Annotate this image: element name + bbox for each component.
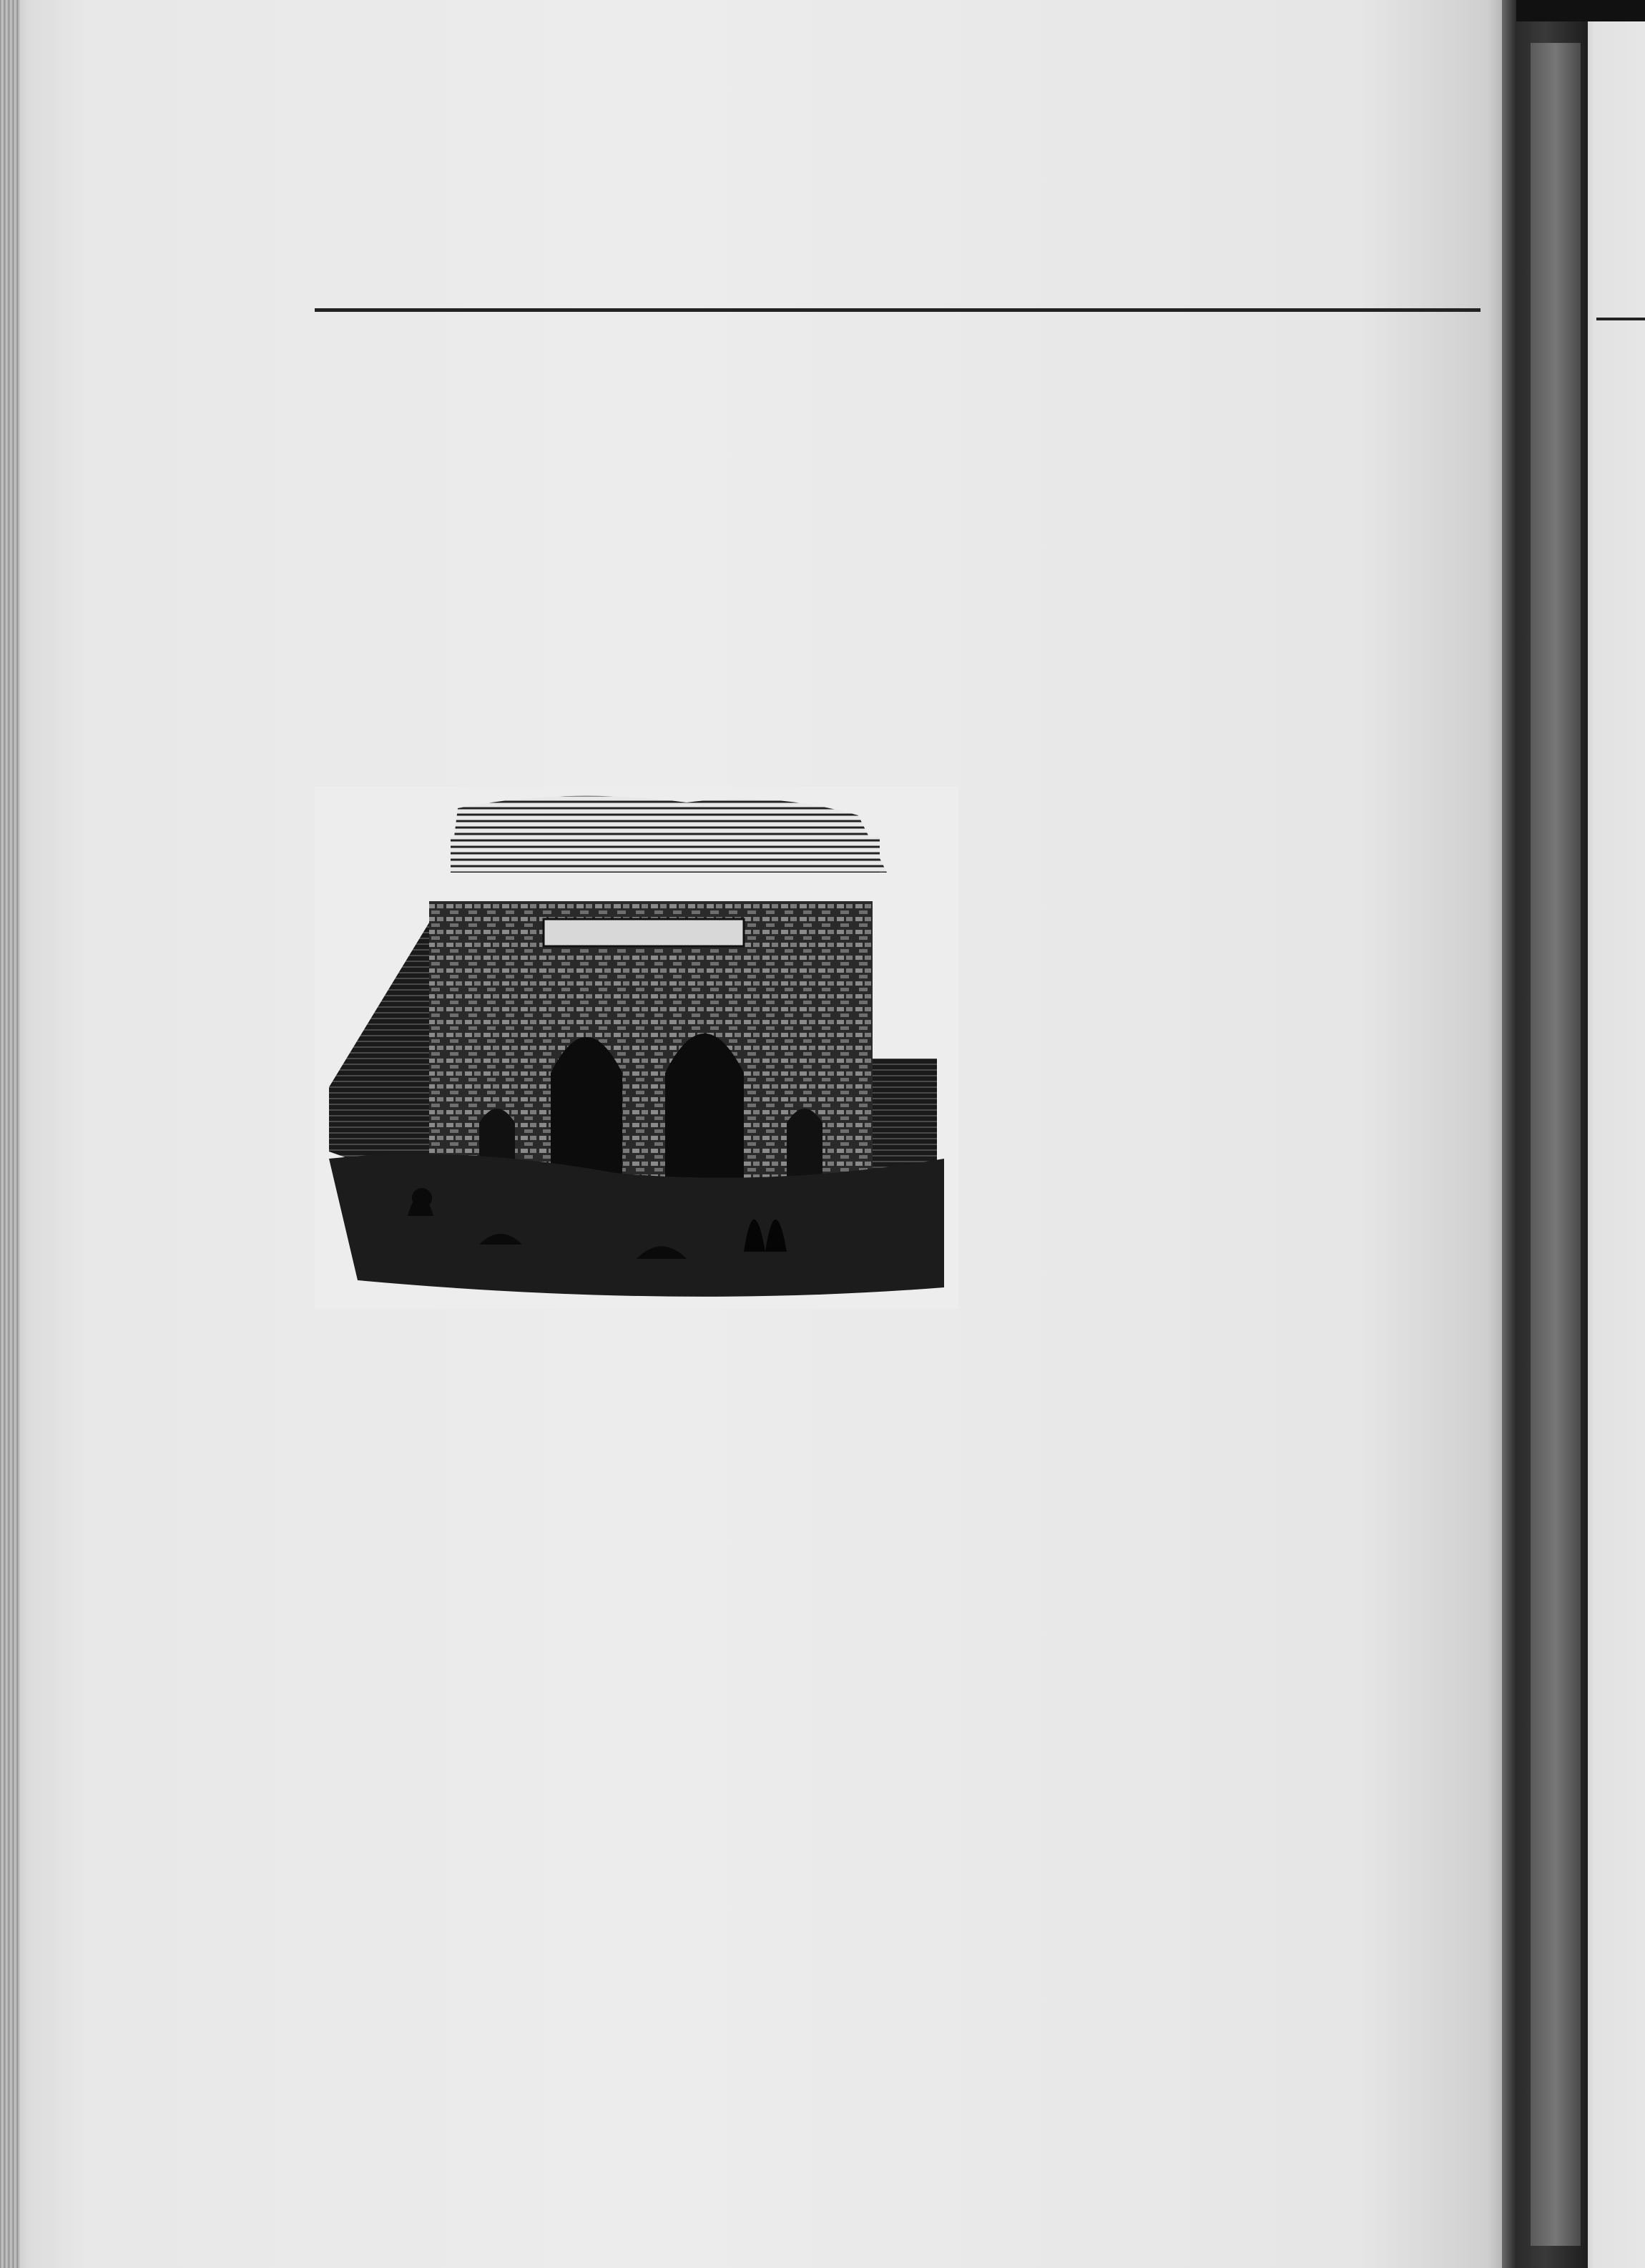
gate-engraving: [315, 787, 958, 1309]
illustration-st-johns-gate: [315, 787, 958, 1309]
page-edge: [0, 0, 20, 2268]
page-header: [313, 225, 1486, 283]
facing-page-text: [1594, 0, 1645, 2268]
header-rule: [315, 308, 1480, 312]
gutter-shadow: [1531, 43, 1581, 2246]
